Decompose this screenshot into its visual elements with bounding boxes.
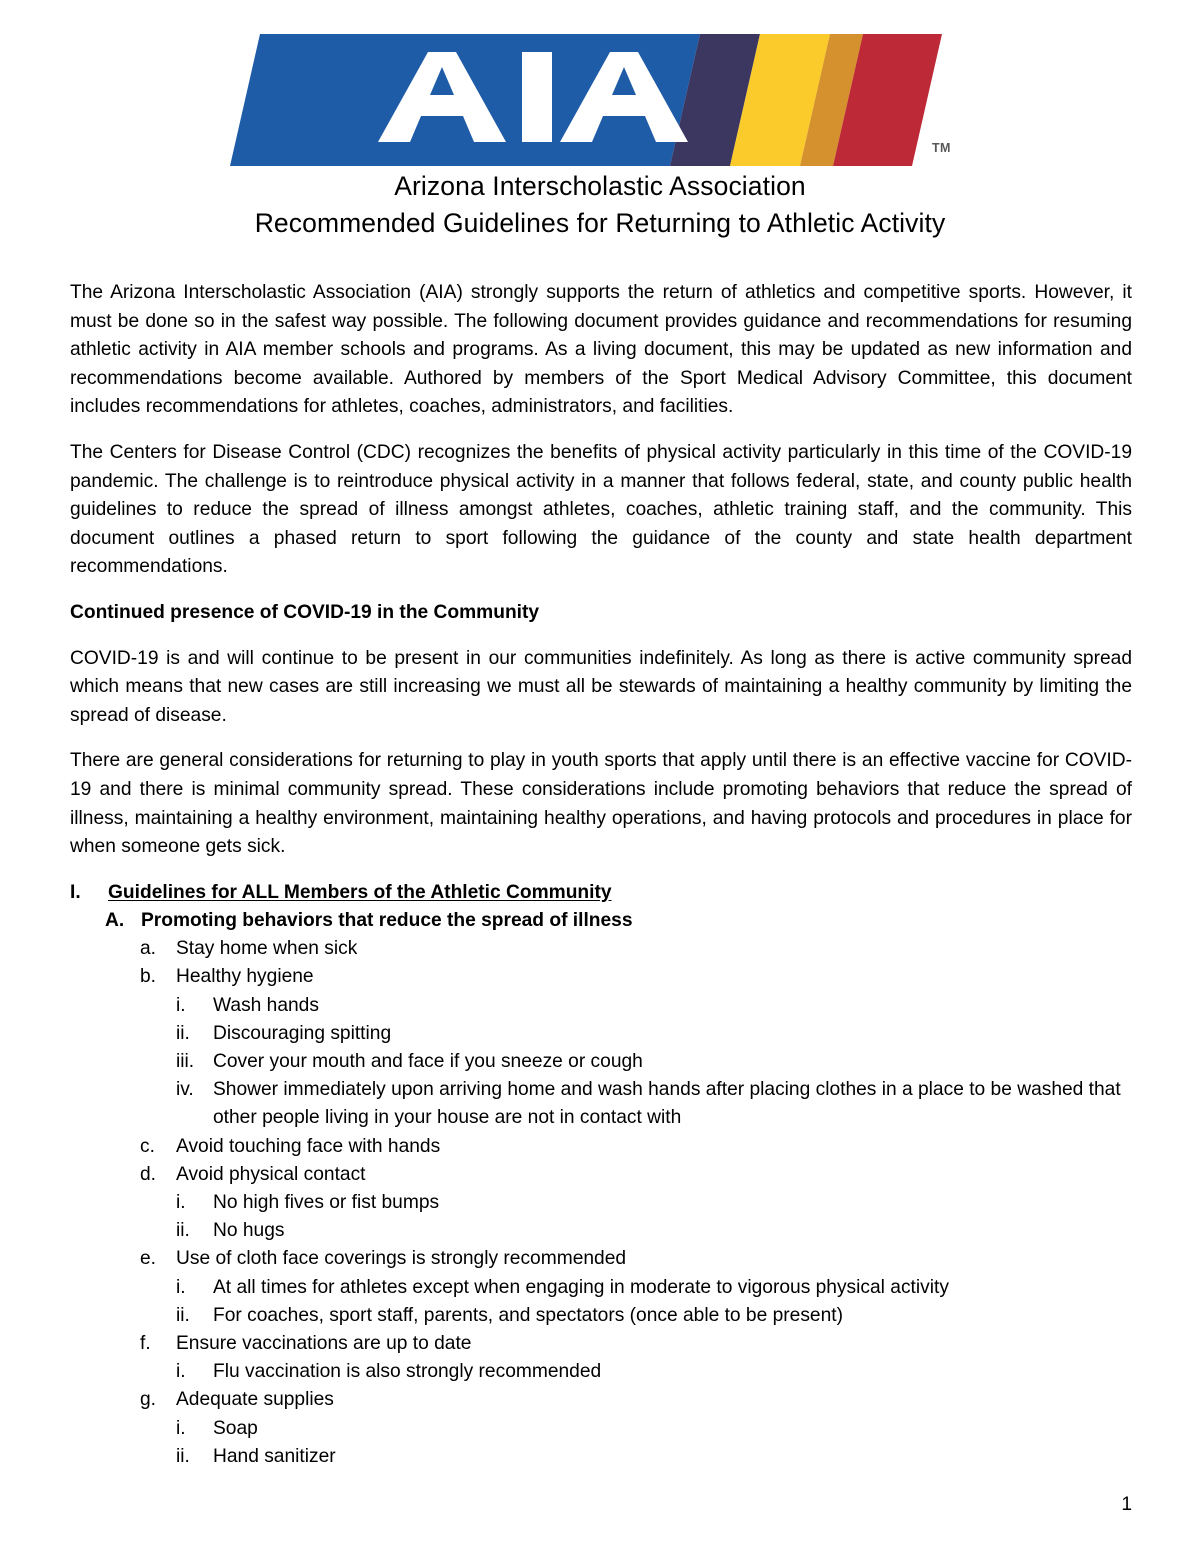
outline-marker: i. bbox=[176, 1417, 186, 1439]
outline-text: Guidelines for ALL Members of the Athletic Community bbox=[108, 881, 612, 903]
outline-marker: iv. bbox=[176, 1079, 194, 1101]
outline-text: Ensure vaccinations are up to date bbox=[176, 1332, 472, 1354]
intro-paragraph-1: The Arizona Interscholastic Association (AIA) strongly supports the return of athletics and competitive sports. However, it must be done so in the safest way possible. The following document provides guidance and recommendations for resuming athletic activity in AIA member schools and programs. As a living document, this may be updated as new information and recommendations become available. Authored by members of the Sport Medical Advisory Committee, this document includes recommendations for athletes, coaches, administrators, and facilities. bbox=[70, 282, 1132, 418]
outline-item-level-4 bbox=[70, 992, 1132, 1020]
outline-marker: g. bbox=[140, 1389, 157, 1411]
organization-title: Arizona Interscholastic Association bbox=[394, 171, 806, 201]
outline-marker: ii. bbox=[176, 1304, 190, 1326]
outline-text: For coaches, sport staff, parents, and spectators (once able to be present) bbox=[213, 1304, 843, 1326]
outline-marker: c. bbox=[140, 1135, 155, 1157]
outline-item-level-3 bbox=[70, 1330, 1132, 1358]
outline-text: Avoid physical contact bbox=[176, 1163, 366, 1185]
outline-marker: A. bbox=[105, 909, 125, 931]
outline-item-level-4 bbox=[70, 1415, 1132, 1443]
outline-item-level-2 bbox=[70, 907, 1132, 935]
outline-text: Avoid touching face with hands bbox=[176, 1135, 441, 1157]
outline-text: At all times for athletes except when engaging in moderate to vigorous physical activity bbox=[213, 1276, 949, 1298]
outline-marker: e. bbox=[140, 1248, 157, 1270]
outline-marker: f. bbox=[140, 1332, 151, 1354]
document-body bbox=[70, 279, 1132, 1471]
outline-text: Shower immediately upon arriving home and wash hands after placing clothes in a place to be washed that other people living in your house are not in contact with bbox=[213, 1079, 1121, 1129]
section-paragraph-2: There are general considerations for returning to play in youth sports that apply until there is an effective vaccine for COVID-19 and there is minimal community spread. These considerations include promoting behaviors that reduce the spread of illness, maintaining a healthy environment, maintaining healthy operations, and having protocols and procedures in place for when someone gets sick. bbox=[70, 750, 1132, 858]
guidelines-outline bbox=[70, 879, 1132, 1471]
outline-item-level-3 bbox=[70, 1133, 1132, 1161]
outline-marker: iii. bbox=[176, 1050, 195, 1072]
outline-item-level-4 bbox=[70, 1358, 1132, 1386]
outline-marker: a. bbox=[140, 938, 157, 960]
outline-text: Discouraging spitting bbox=[213, 1022, 392, 1044]
page-number: 1 bbox=[1121, 1494, 1132, 1515]
section-heading-community: Continued presence of COVID-19 in the Community bbox=[70, 601, 540, 623]
outline-text: Promoting behaviors that reduce the spread of illness bbox=[141, 909, 633, 931]
outline-marker: ii. bbox=[176, 1022, 190, 1044]
outline-marker: i. bbox=[176, 1361, 186, 1383]
aia-logo-block bbox=[0, 34, 1200, 174]
section-paragraph-1: COVID-19 is and will continue to be present in our communities indefinitely. As long as there is active community spread which means that new cases are still increasing we must all be stewards of maintaining a healthy community by limiting the spread of disease. bbox=[70, 647, 1132, 726]
outline-marker: b. bbox=[140, 966, 157, 988]
outline-text: Wash hands bbox=[213, 994, 319, 1016]
outline-text: Stay home when sick bbox=[176, 938, 358, 960]
outline-item-level-4 bbox=[70, 1217, 1132, 1245]
outline-item-level-4 bbox=[70, 1443, 1132, 1471]
outline-text: Healthy hygiene bbox=[176, 966, 314, 988]
outline-marker: d. bbox=[140, 1163, 157, 1185]
outline-item-level-3 bbox=[70, 1161, 1132, 1189]
outline-item-level-3 bbox=[70, 1386, 1132, 1414]
aia-logo bbox=[230, 34, 950, 166]
outline-text: Cover your mouth and face if you sneeze or cough bbox=[213, 1050, 643, 1072]
intro-paragraph-2: The Centers for Disease Control (CDC) recognizes the benefits of physical activity particularly in this time of the COVID-19 pandemic. The challenge is to reintroduce physical activity in a manner that follows federal, state, and county public health guidelines to reduce the spread of illness amongst athletes, coaches, athletic training staff, and the community. This document outlines a phased return to sport following the guidance of the county and state health department recommendations. bbox=[70, 441, 1132, 578]
outline-item-level-3 bbox=[70, 935, 1132, 963]
outline-marker: i. bbox=[176, 1276, 186, 1298]
outline-text: Soap bbox=[213, 1417, 258, 1439]
outline-text: Adequate supplies bbox=[176, 1389, 334, 1411]
outline-marker: ii. bbox=[176, 1445, 190, 1467]
outline-item-level-4 bbox=[70, 1189, 1132, 1217]
outline-item-level-4 bbox=[70, 1076, 1132, 1132]
outline-item-level-4 bbox=[70, 1048, 1132, 1076]
outline-text: Flu vaccination is also strongly recommended bbox=[213, 1361, 602, 1383]
outline-marker: i. bbox=[176, 1191, 186, 1213]
outline-item-level-4 bbox=[70, 1302, 1132, 1330]
outline-item-level-4 bbox=[70, 1274, 1132, 1302]
outline-text: Hand sanitizer bbox=[213, 1445, 336, 1467]
outline-text: Use of cloth face coverings is strongly recommended bbox=[176, 1248, 627, 1270]
outline-marker: ii. bbox=[176, 1220, 190, 1242]
outline-marker: i. bbox=[176, 994, 186, 1016]
outline-text: No hugs bbox=[213, 1220, 285, 1242]
outline-item-level-3 bbox=[70, 1245, 1132, 1273]
aia-logo-icon bbox=[230, 34, 950, 166]
page-title: Recommended Guidelines for Returning to Athletic Activity bbox=[254, 208, 946, 238]
outline-marker: I. bbox=[70, 881, 81, 903]
outline-text: No high fives or fist bumps bbox=[213, 1191, 440, 1213]
outline-item-level-4 bbox=[70, 1020, 1132, 1048]
outline-item-level-3 bbox=[70, 963, 1132, 991]
trademark-symbol: TM bbox=[932, 141, 951, 155]
outline-item-level-1 bbox=[70, 879, 1132, 907]
